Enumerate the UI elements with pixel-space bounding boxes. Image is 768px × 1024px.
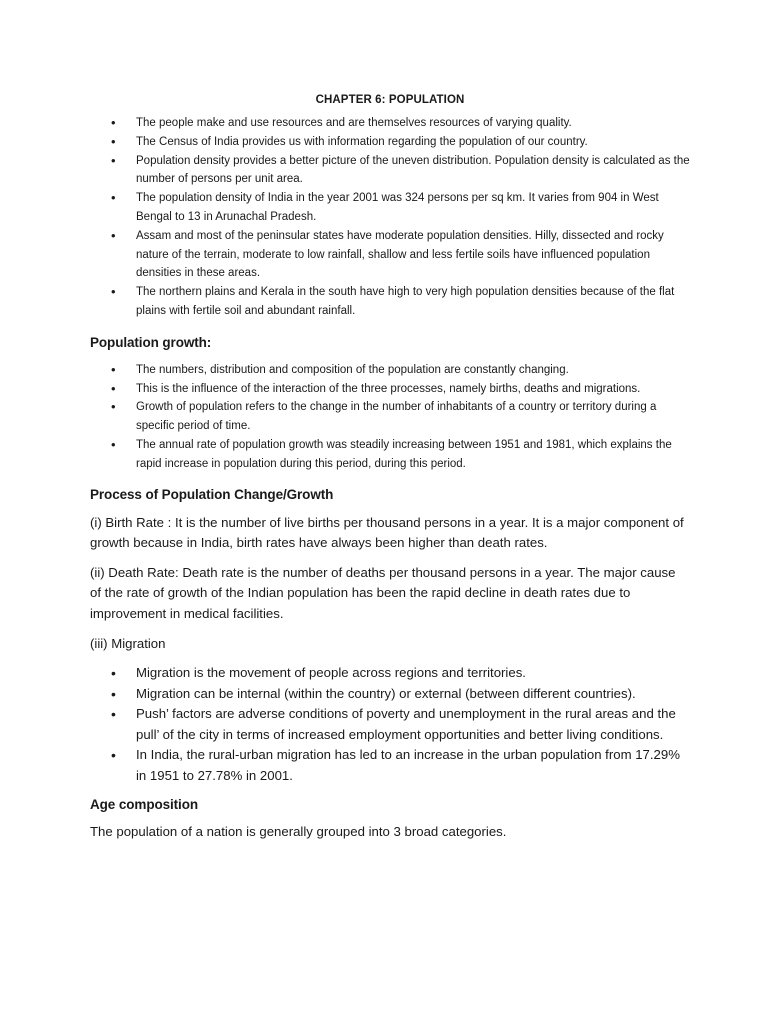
list-item: • This is the influence of the interaction of the three processes, namely births, deaths and migrations. (90, 380, 690, 399)
list-item: • Growth of population refers to the change in the number of inhabitants of a country or territory during a specific period of time. (90, 398, 690, 436)
birth-rate-paragraph: (i) Birth Rate : It is the number of live births per thousand persons in a year. It is a major component of growth because in India, birth rates have always been higher than death rates. (90, 514, 684, 551)
list-item: • The people make and use resources and are themselves resources of varying quality. (90, 114, 690, 133)
section-heading-process: Process of Population Change/Growth (90, 486, 334, 502)
list-item: • Assam and most of the peninsular states have moderate population densities. Hilly, dissected and rocky nature of the terrain, moderate to low rainfall, shallow and less fertile soils have influenced population densities in these areas. (90, 227, 690, 283)
migration-label: (iii) Migration (90, 635, 166, 651)
list-item: • Population density provides a better picture of the uneven distribution. Population density is calculated as the number of persons per unit area. (90, 152, 690, 190)
growth-bullet-list (90, 361, 690, 474)
section-heading-population-growth: Population growth: (90, 334, 212, 350)
list-item: • Migration can be internal (within the country) or external (between different countries). (90, 684, 690, 705)
list-item: • The annual rate of population growth was steadily increasing between 1951 and 1981, which explains the rapid increase in population during this period, during this period. (90, 436, 690, 474)
list-item: • Migration is the movement of people across regions and territories. (90, 663, 690, 684)
list-item: • The Census of India provides us with information regarding the population of our country. (90, 133, 690, 152)
death-rate-paragraph: (ii) Death Rate: Death rate is the number of deaths per thousand persons in a year. The major cause of the rate of growth of the Indian population has been the rapid decline in death rates due to improvement in medical facilities. (90, 564, 676, 621)
intro-bullet-list (90, 114, 690, 321)
document-page (90, 94, 690, 842)
list-item: • Push’ factors are adverse conditions of poverty and unemployment in the rural areas and the pull’ of the city in terms of increased employment opportunities and better living conditions. (90, 704, 690, 745)
list-item: • The northern plains and Kerala in the south have high to very high population densities because of the flat plains with fertile soil and abundant rainfall. (90, 283, 690, 321)
list-item: • The numbers, distribution and composition of the population are constantly changing. (90, 361, 690, 380)
list-item: • In India, the rural-urban migration has led to an increase in the urban population from 17.29% in 1951 to 27.78% in 2001. (90, 745, 690, 786)
chapter-title: CHAPTER 6: POPULATION (315, 94, 465, 106)
migration-bullet-list (90, 663, 690, 787)
age-composition-paragraph: The population of a nation is generally grouped into 3 broad categories. (90, 823, 507, 839)
list-item: • The population density of India in the year 2001 was 324 persons per sq km. It varies from 904 in West Bengal to 13 in Arunachal Pradesh. (90, 189, 690, 227)
section-heading-age-composition: Age composition (90, 796, 199, 812)
